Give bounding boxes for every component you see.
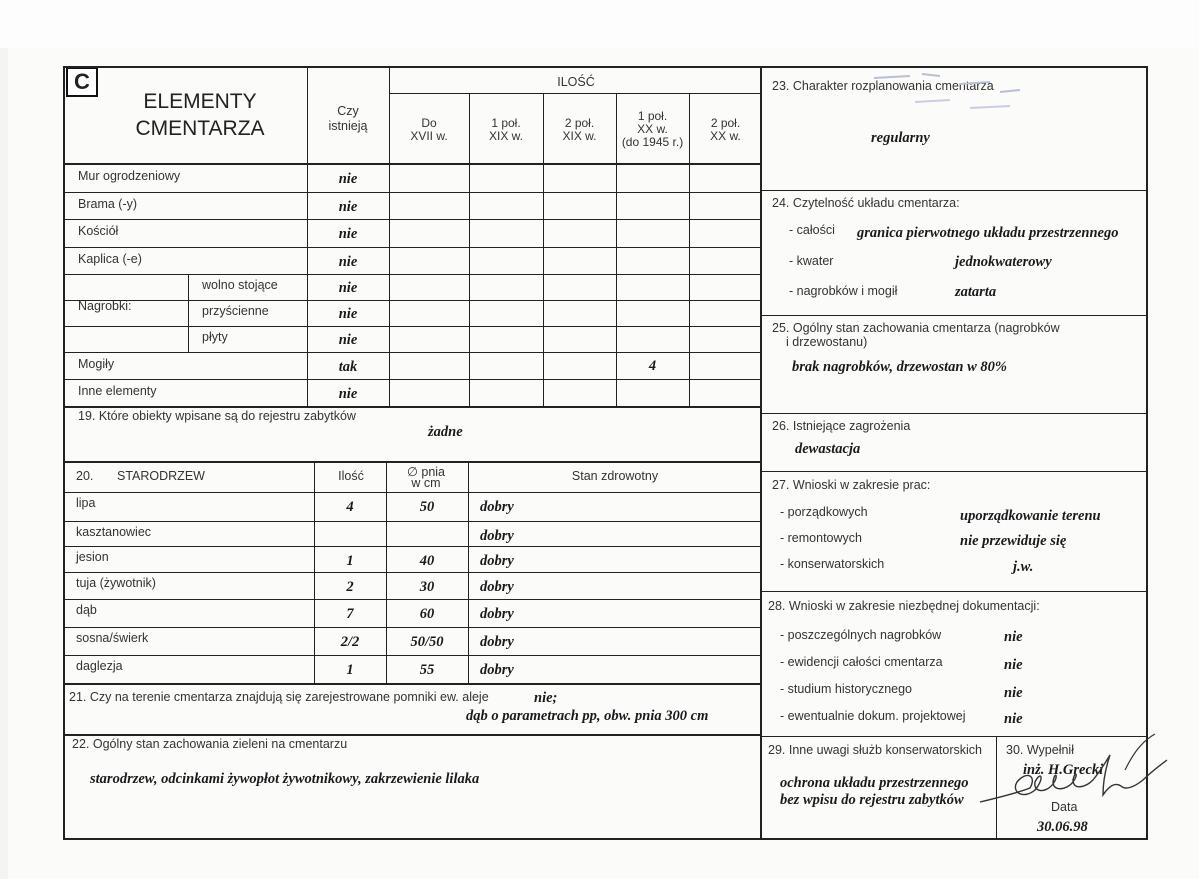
tree-name: lipa: [76, 496, 96, 510]
element-exists-value: nie: [338, 170, 358, 187]
q27-item-label: - porządkowych: [780, 505, 868, 519]
tree-name: kasztanowiec: [76, 525, 152, 539]
q26-answer: dewastacja: [795, 441, 861, 457]
rule-line: [64, 163, 762, 165]
tree-diam: 40: [419, 553, 435, 569]
q27-item-label: - remontowych: [780, 531, 862, 545]
tree-qty: 2: [346, 579, 354, 595]
element-exists-value: nie: [338, 253, 358, 270]
title-line1: ELEMENTY: [143, 90, 257, 113]
q30-name: inż. H.Grecki: [1023, 762, 1104, 778]
q28-item-answer: nie: [1004, 629, 1023, 645]
q20-col-diam-l2: w cm: [411, 476, 441, 490]
rule-line: [64, 192, 762, 193]
element-exists-value: nie: [338, 306, 358, 322]
q20-title: STARODRZEW: [117, 469, 205, 483]
q27-item-answer: nie przewiduje się: [960, 533, 1067, 549]
faded-stamp: [870, 62, 1040, 122]
q22-label: 22. Ogólny stan zachowania zieleni na cmentarzu: [72, 737, 348, 751]
period-header-text: 2 poł.: [564, 116, 595, 130]
rule-line: [64, 461, 762, 463]
rule-line: [760, 315, 1148, 316]
q24-item-label: - całości: [789, 223, 835, 237]
period-header-text: XX w.: [637, 122, 668, 136]
q19-answer: żadne: [428, 424, 463, 440]
tree-health: dobry: [480, 634, 514, 650]
period-header-text: (do 1945 r.): [621, 135, 684, 149]
signature-scribble: [975, 730, 1175, 820]
rule-line: [64, 655, 762, 656]
rule-line: [188, 274, 189, 352]
q24-item-answer: jednokwaterowy: [955, 254, 1052, 270]
tree-health: dobry: [480, 606, 514, 622]
tree-name: jesion: [76, 550, 109, 564]
nagrobki-label: Nagrobki:: [78, 299, 132, 313]
element-exists-value: nie: [338, 332, 358, 348]
q28-item-label: - poszczególnych nagrobków: [780, 628, 942, 642]
q28-item-label: - ewidencji całości cmentarza: [780, 655, 943, 669]
rule-line: [760, 471, 1148, 472]
element-exists-value: nie: [338, 280, 358, 296]
q24-label: 24. Czytelność układu cmentarza:: [772, 196, 960, 210]
tree-qty: 1: [346, 662, 354, 678]
tree-qty: 1: [346, 553, 354, 569]
period-header-text: 1 poł.: [637, 109, 668, 123]
rule-line: [64, 572, 762, 573]
q28-item-label: - ewentualnie dokum. projektowej: [780, 709, 966, 723]
q20-col-health: Stan zdrowotny: [571, 469, 659, 483]
q27-item-answer: uporządkowanie terenu: [960, 508, 1101, 524]
rule-line: [64, 247, 762, 248]
element-row-label: przyścienne: [202, 304, 269, 318]
q28-item-label: - studium historycznego: [780, 682, 913, 696]
q23-answer: regularny: [871, 130, 930, 146]
q23-label: 23. Charakter rozplanowania cmentarza: [772, 79, 994, 93]
rule-line: [64, 683, 762, 685]
rule-line: [64, 379, 762, 380]
tree-name: dąb: [76, 603, 97, 617]
q22-answer: starodrzew, odcinkami żywopłot żywotnikowy, zakrzewienie lilaka: [90, 771, 480, 787]
q30-date: 30.06.98: [1037, 819, 1088, 835]
q27-label: 27. Wnioski w zakresie prac:: [772, 478, 931, 492]
q29-answer1: ochrona układu przestrzennego: [780, 775, 969, 791]
scan-top-strip: [0, 0, 1199, 48]
period-header-text: XIX w.: [562, 129, 597, 143]
q24-item-label: - kwater: [789, 254, 834, 268]
q29-label: 29. Inne uwagi służb konserwatorskich: [768, 743, 983, 757]
q29-answer2: bez wpisu do rejestru zabytków: [780, 792, 964, 808]
q28-label: 28. Wnioski w zakresie niezbędnej dokumentacji:: [768, 599, 1040, 613]
rule-line: [64, 546, 762, 547]
q24-item-answer: zatarta: [955, 284, 997, 300]
q21-answer2: dąb o parametrach pp, obw. pnia 300 cm: [466, 708, 709, 724]
quantity-header: ILOŚĆ: [557, 75, 595, 89]
rule-line: [389, 93, 762, 94]
q25-label1: 25. Ogólny stan zachowania cmentarza (nagrobków: [772, 321, 1060, 335]
period-header-text: 2 poł.: [710, 116, 741, 130]
tree-name: sosna/świerk: [76, 631, 149, 645]
tree-diam: 30: [419, 579, 435, 595]
q25-answer: brak nagrobków, drzewostan w 80%: [792, 359, 1007, 375]
period-header-text: XX w.: [710, 129, 741, 143]
element-row-label: Inne elementy: [78, 383, 157, 398]
q30-label: 30. Wypełnił: [1006, 743, 1074, 757]
element-exists-value: tak: [338, 358, 358, 375]
rule-line: [64, 326, 762, 327]
rule-line: [1146, 66, 1148, 840]
rule-line: [64, 274, 762, 275]
exists-header-l2: istnieją: [328, 119, 368, 133]
rule-line: [64, 300, 762, 301]
rule-line: [760, 190, 1148, 191]
q25-label2: i drzewostanu): [786, 335, 868, 349]
element-exists-value: nie: [338, 385, 358, 402]
title-line2: CMENTARZA: [135, 117, 265, 140]
rule-line: [64, 406, 762, 408]
element-row-label: Kościół: [78, 224, 119, 238]
element-row-label: Kaplica (-e): [78, 251, 142, 266]
rule-line: [64, 492, 762, 493]
tree-health: dobry: [480, 553, 514, 569]
rule-line: [63, 66, 65, 840]
section-letter-box: C: [66, 67, 98, 97]
tree-health: dobry: [480, 662, 514, 678]
tree-name: daglezja: [76, 659, 123, 673]
tree-qty: 4: [346, 499, 354, 515]
period-header-text: XIX w.: [488, 129, 523, 143]
q20-num: 20.: [76, 469, 94, 483]
rule-line: [760, 591, 1148, 592]
q19-label: 19. Które obiekty wpisane są do rejestru zabytków: [78, 409, 356, 423]
rule-line: [64, 219, 762, 220]
q30-date-label: Data: [1051, 800, 1078, 814]
element-row-label: Mur ogrodzeniowy: [78, 168, 181, 183]
tree-diam: 55: [419, 662, 435, 678]
rule-line: [64, 352, 762, 353]
q27-item-label: - konserwatorskich: [780, 557, 885, 571]
rule-line: [64, 838, 1148, 840]
q28-item-answer: nie: [1004, 657, 1023, 673]
tree-health: dobry: [480, 528, 514, 544]
element-qty-value: 4: [648, 357, 657, 374]
rule-line: [760, 413, 1148, 414]
rule-line: [64, 599, 762, 600]
rule-line: [64, 521, 762, 522]
period-header-text: 1 poł.: [491, 116, 521, 130]
tree-qty: 7: [346, 606, 354, 622]
rule-line: [64, 734, 762, 736]
tree-health: dobry: [480, 579, 514, 595]
tree-diam: 50/50: [410, 634, 444, 650]
element-row-label: Mogiły: [78, 356, 115, 371]
q27-item-answer: j.w.: [1013, 559, 1034, 575]
tree-diam: 50: [419, 499, 435, 515]
element-exists-value: nie: [338, 226, 358, 242]
q24-item-answer: granica pierwotnego układu przestrzennego: [857, 225, 1119, 241]
tree-diam: 60: [419, 606, 435, 622]
q28-item-answer: nie: [1004, 711, 1023, 727]
q24-item-label: - nagrobków i mogił: [789, 284, 898, 298]
element-row-label: wolno stojące: [202, 278, 278, 292]
q20-col-diam-l1: ∅ pnia: [407, 465, 445, 479]
tree-name: tuja (żywotnik): [76, 576, 156, 590]
tree-health: dobry: [480, 499, 514, 515]
tree-qty: 2/2: [340, 634, 360, 650]
rule-line: [760, 66, 762, 840]
element-row-label: płyty: [202, 330, 228, 344]
element-exists-value: nie: [338, 198, 358, 215]
q21-answer1: nie;: [534, 690, 558, 706]
element-row-label: Brama (-y): [78, 196, 138, 211]
q20-col-qty: Ilość: [338, 469, 364, 483]
period-header-text: XVII w.: [410, 129, 448, 143]
period-header-text: Do: [421, 116, 437, 130]
q21-label: 21. Czy na terenie cmentarza znajdują się zarejestrowane pomniki ew. aleje: [69, 690, 489, 704]
q26-label: 26. Istniejące zagrożenia: [772, 419, 911, 433]
rule-line: [64, 627, 762, 628]
q28-item-answer: nie: [1004, 685, 1023, 701]
exists-header-l1: Czy: [337, 104, 359, 118]
